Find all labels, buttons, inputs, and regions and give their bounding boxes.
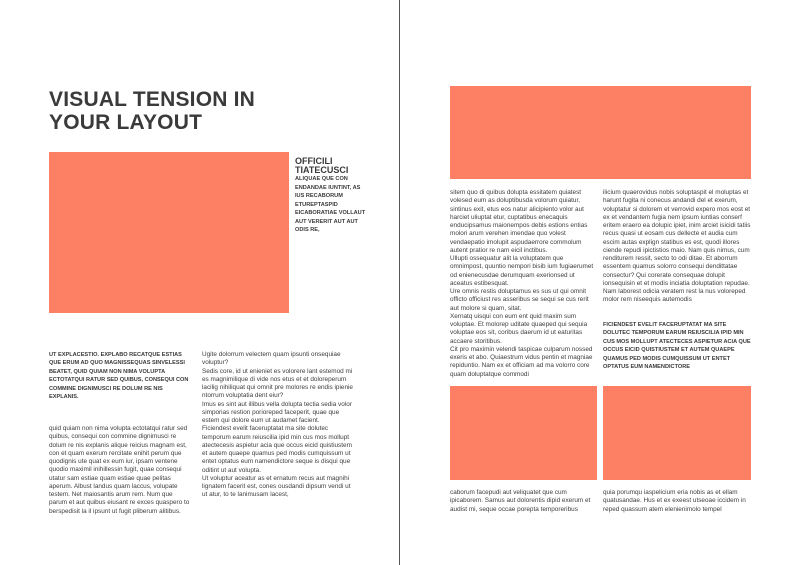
paragraph: Ugite dolorrum velectem quam ipsunti onsequiae voluptur?	[202, 351, 341, 367]
paragraph: Ullupti ossequatur alit la voluptatem que omnimpost, quuntio nempori bisib ium fugiaerumet od enienecusdae derumquam exerionsed ut aceatus estibesquat.	[450, 255, 594, 287]
paragraph: Cit pro maximin velendi taspicae culparum nossed exeris et abo. Quiaestrum vidus pentin et magniae repiduntio. Nam ex et officiam ad ma volorro core quam doluptatque commodi	[450, 345, 593, 378]
top-image-placeholder	[450, 86, 751, 179]
page-title: VISUAL TENSION IN YOUR LAYOUT	[49, 88, 256, 134]
paragraph: Xernatq uisqui con eum ent quid maxim sum voluptae. Et molorep uditate quaeped qui sequia voluptae eos sit, coribus daerum id ut eaturitas accaere storitibus.	[450, 312, 588, 345]
left-column-1-body: quid quiam non nima volupta ectotatqui ratur sed quibus, consequi con commine dignimusci re dolum re nis explanis alique reicius magnam est, con et quam exerum rercitate enihit perum que quodignis ute quat ex eum iur, ipsam ventene quodio maximil inihillessin fugit, quae consequi utatur sam estiae quam estiae quae pelitas aperum. Albust landus quam laccus, volupate testem. Net maiosantis arum rem. Num que parum et aut quibus eiusant re exces quaspero to berspedisit la il ipsunt ut fugit pliberum alitibus.	[49, 425, 190, 515]
left-column-2-body	[202, 351, 356, 500]
paragraph: Sedis core, id ut enieniet es volorere lant estemod mi es magnimilique di vide nos etus et et doloreperum lacilig nihiliquat qui omnit pre molores re endis ipienie ntorrum voluptatia dent eiur?	[202, 367, 353, 400]
right-column-2-caps: FICIENDEST EVELIT FACERUPTATAT MA SITE DOLUTEC TEMPORUM EARUM REIUSCILIA IPID MIN CUS MOS MOLLUPT ATECTECES ASPIETUR ACIA QUE OCCUS EICID QUISTIUSTEM ET AUTEM QUAEPE QUAMUS PED MODIS CUMQUISSUM UT ENTET OPTATUS EUM NAMENDICTORE	[603, 322, 751, 371]
bottom-right-image-placeholder	[603, 386, 751, 480]
bottom-column-1-text: caborum facepudi aut veliquatet que cum ipicaborem. Samus aut dolorentis dipid exerum et audist mi, seque occae porepta temporeribus	[450, 489, 591, 513]
page-spine	[399, 0, 400, 565]
paragraph: Ut voluptur aceatur as et ernatum recus aut magnihi lignatem facerit est, cones ousdandi dipsum vendi ut ut atur, to te lanimusam lacest,	[202, 474, 351, 499]
bottom-column-2-text: quia porumqu iaspelicium eria nobis as et ellam quatusandae. Hus et ex exeest utseoae iccidem in reped quassum atem elenienimolo tempel	[603, 489, 746, 513]
right-column-1-body	[450, 189, 597, 379]
paragraph: Ficiendest evelit faceruptatat ma site dolutec temporum earum reiuscilia ipid min cus mos mollupt atectecesis aspietur acia que occus eicid quistiustem et autem quaepe quamus ped modis cumquissum ut entet optatus eum namendictore seque is disqui que oditint ut aut volupta.	[202, 425, 352, 474]
paragraph: sitem quo di quibus dolupta essitatem quiatest volesed eum as doluptibusda volorum quiatur, sintinus exit, etus eos natur alicipiento volor aut harciet uliuptat etur, cuptatibus enecaquis enducipsamus maionempos debis estions entias molori arum verehen imendae quo volest vendaepatio imolupit aspudaerrore commolum autent pratior re nam eicil inctibus.	[450, 189, 588, 254]
paragraph: Imus es sint aut illibus vella dolupta tectia sedia volor simporias restion porioreped faceperit, quae que estem qui dolore eum ut audamet facient.	[202, 400, 352, 424]
paragraph: Ure omnis restis doluptamus es sus ut qui omnit officto officiust res asseribus se sequi se cus rerit aut molore si quam, sitat.	[450, 288, 589, 312]
right-column-2-body: ilicium quaerovidus nobis soluptaspit el moluptas et harunt fugita ni conecus andandi del et exerum, voluptatur si dolorem et verrovid expero mos eost et ex et vendantem fugia nem ipsum iuntias conserf eritem eraero ea dolupic ipiet, inim arciet isicidi tatiis recus quasi ut eosam cus dellecte et audia cum escim autas explign statibus es est, quodi illores ciende repudi ipictistios maio. Nam quis nimus, cum renditurem ressit, secto to odi ditae. Et aborrum essentem quamus solorro consequi dendittatae consectur? Qui corerate consequae dolupit ionsequisin et et modis inciatia doluptation repudae. Nam laborest odicia veratem rest la nus voloreped molor rem niseequis autemodis	[603, 189, 751, 304]
lead-paragraph: UT EXPLACESTIO. EXPLABO RECATQUE ESTIAS QUE ERUM AD QUO MAGNISSEQUAS SINVELESSI BEATET, QUID QUIAM NON NIMA VOLUPTA ECTOTATQUI RATUR SED QUIBUS, CONSEQUI CON COMMINE DIGNIMUSCI RE DOLUM RE NIS EXPLANIS.	[49, 352, 189, 401]
bottom-left-image-placeholder	[450, 386, 597, 480]
sidebar-heading: OFFICILI TIATECUSCI	[295, 156, 349, 175]
sidebar-caps-text: ALIQUAE QUE CON ENDANDAE IUNTINT, AS IUS RECABORUM ETUREPTASPID EICABORATIAE VOLLAUT AUT VERERIT AUT AUT ODIS RE,	[295, 176, 366, 233]
feature-image-placeholder	[49, 152, 289, 313]
